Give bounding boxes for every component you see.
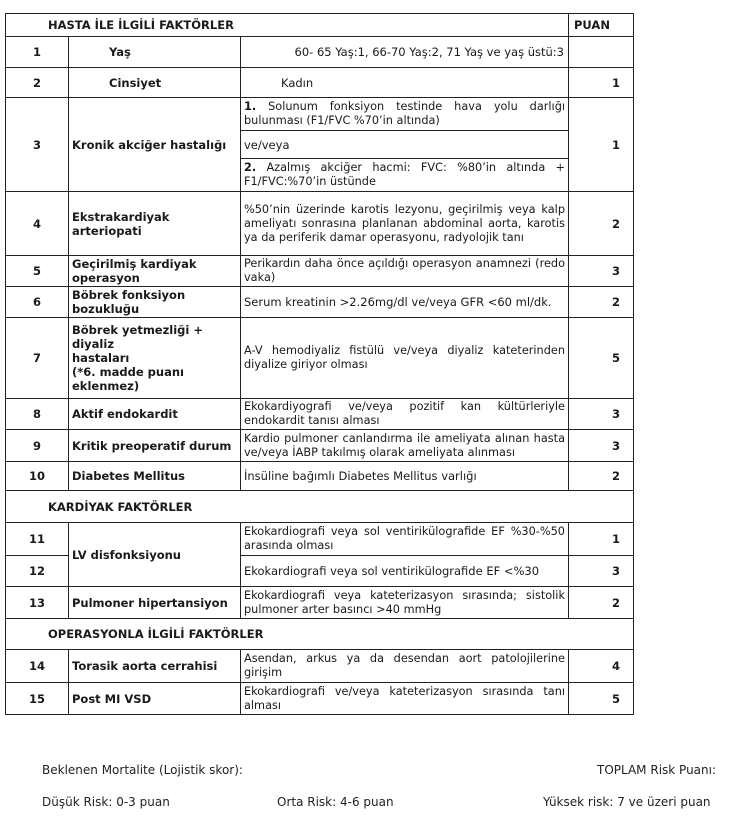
points-value: 1	[569, 523, 634, 556]
factor-description: Asendan, arkus ya da desendan aort patolojilerine girişim	[241, 650, 569, 683]
section-row	[6, 619, 634, 650]
factor-label-line: hastaları	[72, 351, 130, 365]
row-number: 14	[6, 650, 69, 683]
points-value: 3	[569, 556, 634, 587]
points-column-header: PUAN	[569, 14, 634, 37]
points-value: 4	[569, 650, 634, 683]
item-number: 1.	[244, 100, 257, 113]
section-row	[6, 491, 634, 523]
factor-label: Cinsiyet	[69, 68, 241, 98]
cardiac-factors-title: KARDİYAK FAKTÖRLER	[6, 491, 634, 523]
low-risk-label: Düşük Risk: 0-3 puan	[42, 795, 170, 809]
points-value: 3	[569, 256, 634, 287]
factor-label: Diabetes Mellitus	[69, 462, 241, 491]
factor-description: Ekokardiografi ve/veya kateterizasyon sırasında tanı alması	[241, 683, 569, 715]
row-number: 13	[6, 587, 69, 619]
points-value: 2	[569, 462, 634, 491]
row-number: 9	[6, 430, 69, 462]
factor-description: 60- 65 Yaş:1, 66-70 Yaş:2, 71 Yaş ve yaş üstü:3	[241, 37, 569, 68]
row-number: 15	[6, 683, 69, 715]
row-number: 1	[6, 37, 69, 68]
factor-label: Geçirilmiş kardiyak operasyon	[69, 256, 241, 287]
factor-label: Torasik aorta cerrahisi	[69, 650, 241, 683]
factor-description: Kardio pulmoner canlandırma ile ameliyata alınan hasta ve/veya İABP takılmış olarak ameliyata alınması	[241, 430, 569, 462]
points-value: 1	[569, 98, 634, 192]
factor-description: Serum kreatinin >2.26mg/dl ve/veya GFR <60 ml/dk.	[241, 287, 569, 318]
factor-label: Kritik preoperatif durum	[69, 430, 241, 462]
row-number: 3	[6, 98, 69, 192]
description-text: Solunum fonksiyon testinde hava yolu darlığı bulunması (F1/FVC %70’in altında)	[244, 100, 566, 127]
table-row	[6, 37, 634, 68]
table-row	[6, 683, 634, 715]
patient-factors-title: HASTA İLE İLGİLİ FAKTÖRLER	[6, 14, 569, 37]
points-value: 5	[569, 683, 634, 715]
table-row	[6, 399, 634, 430]
table-row	[6, 523, 634, 556]
factor-label: LV disfonksiyonu	[69, 523, 241, 587]
factor-description: Ekokardiografi veya kateterizasyon sırasında; sistolik pulmoner arter basıncı >40 mmHg	[241, 587, 569, 619]
table-row	[6, 256, 634, 287]
high-risk-label: Yüksek risk: 7 ve üzeri puan	[543, 795, 711, 809]
table-row	[6, 587, 634, 619]
row-number: 8	[6, 399, 69, 430]
factor-label-line: Böbrek yetmezliği + diyaliz	[72, 323, 203, 351]
row-number: 2	[6, 68, 69, 98]
points-value: 1	[569, 68, 634, 98]
factor-description-part-2	[241, 159, 569, 192]
factor-label: Pulmoner hipertansiyon	[69, 587, 241, 619]
row-number: 12	[6, 556, 69, 587]
factor-description: Ekokardiyografi ve/veya pozitif kan kültürleriyle endokardit tanısı alması	[241, 399, 569, 430]
table-row	[6, 68, 634, 98]
risk-score-table	[5, 13, 634, 715]
factor-description: %50’nin üzerinde karotis lezyonu, geçirilmiş veya kalp ameliyatı sonrasına planlanan abdominal aorta, karotis ya da periferik damar operasyonu, radyolojik tanı	[241, 192, 569, 256]
factor-description: Ekokardiografi veya sol ventirikülografide EF <%30	[241, 556, 569, 587]
expected-mortality-label: Beklenen Mortalite (Lojistik skor):	[42, 763, 243, 777]
table-header-row	[6, 14, 634, 37]
points-value: 3	[569, 399, 634, 430]
table-row	[6, 650, 634, 683]
table-row	[6, 287, 634, 318]
factor-description: Perikardın daha önce açıldığı operasyon anamnezi (redo vaka)	[241, 256, 569, 287]
operation-factors-title: OPERASYONLA İLGİLİ FAKTÖRLER	[6, 619, 634, 650]
points-value: 2	[569, 587, 634, 619]
factor-label: Aktif endokardit	[69, 399, 241, 430]
factor-label	[69, 318, 241, 399]
points-value: 3	[569, 430, 634, 462]
factor-label: Post MI VSD	[69, 683, 241, 715]
factor-label: Böbrek fonksiyon bozukluğu	[69, 287, 241, 318]
row-number: 6	[6, 287, 69, 318]
factor-description-part-1	[241, 98, 569, 131]
row-number: 10	[6, 462, 69, 491]
factor-label: Ekstrakardiyak arteriopati	[69, 192, 241, 256]
table-row	[6, 462, 634, 491]
factor-label: Yaş	[69, 37, 241, 68]
points-value	[569, 37, 634, 68]
item-number: 2.	[244, 161, 257, 174]
factor-description: Kadın	[241, 68, 569, 98]
total-risk-score-label: TOPLAM Risk Puanı:	[597, 763, 717, 777]
row-number: 11	[6, 523, 69, 556]
table-row	[6, 430, 634, 462]
row-number: 5	[6, 256, 69, 287]
medium-risk-label: Orta Risk: 4-6 puan	[277, 795, 394, 809]
table-row	[6, 318, 634, 399]
table-row	[6, 98, 634, 131]
factor-description: A-V hemodiyaliz fistülü ve/veya diyaliz kateterinden diyalize giriyor olması	[241, 318, 569, 399]
row-number: 7	[6, 318, 69, 399]
factor-description: İnsüline bağımlı Diabetes Mellitus varlığı	[241, 462, 569, 491]
points-value: 2	[569, 287, 634, 318]
points-value: 5	[569, 318, 634, 399]
row-number: 4	[6, 192, 69, 256]
points-value: 2	[569, 192, 634, 256]
table-row	[6, 192, 634, 256]
factor-label: Kronik akciğer hastalığı	[69, 98, 241, 192]
factor-description-connector: ve/veya	[241, 131, 569, 159]
factor-label-note: (*6. madde puanı eklenmez)	[72, 365, 184, 393]
description-text: Azalmış akciğer hacmi: FVC: %80’in altında + F1/FVC:%70’in üstünde	[244, 161, 566, 188]
factor-description: Ekokardiografi veya sol ventirikülografide EF %30-%50 arasında olması	[241, 523, 569, 556]
